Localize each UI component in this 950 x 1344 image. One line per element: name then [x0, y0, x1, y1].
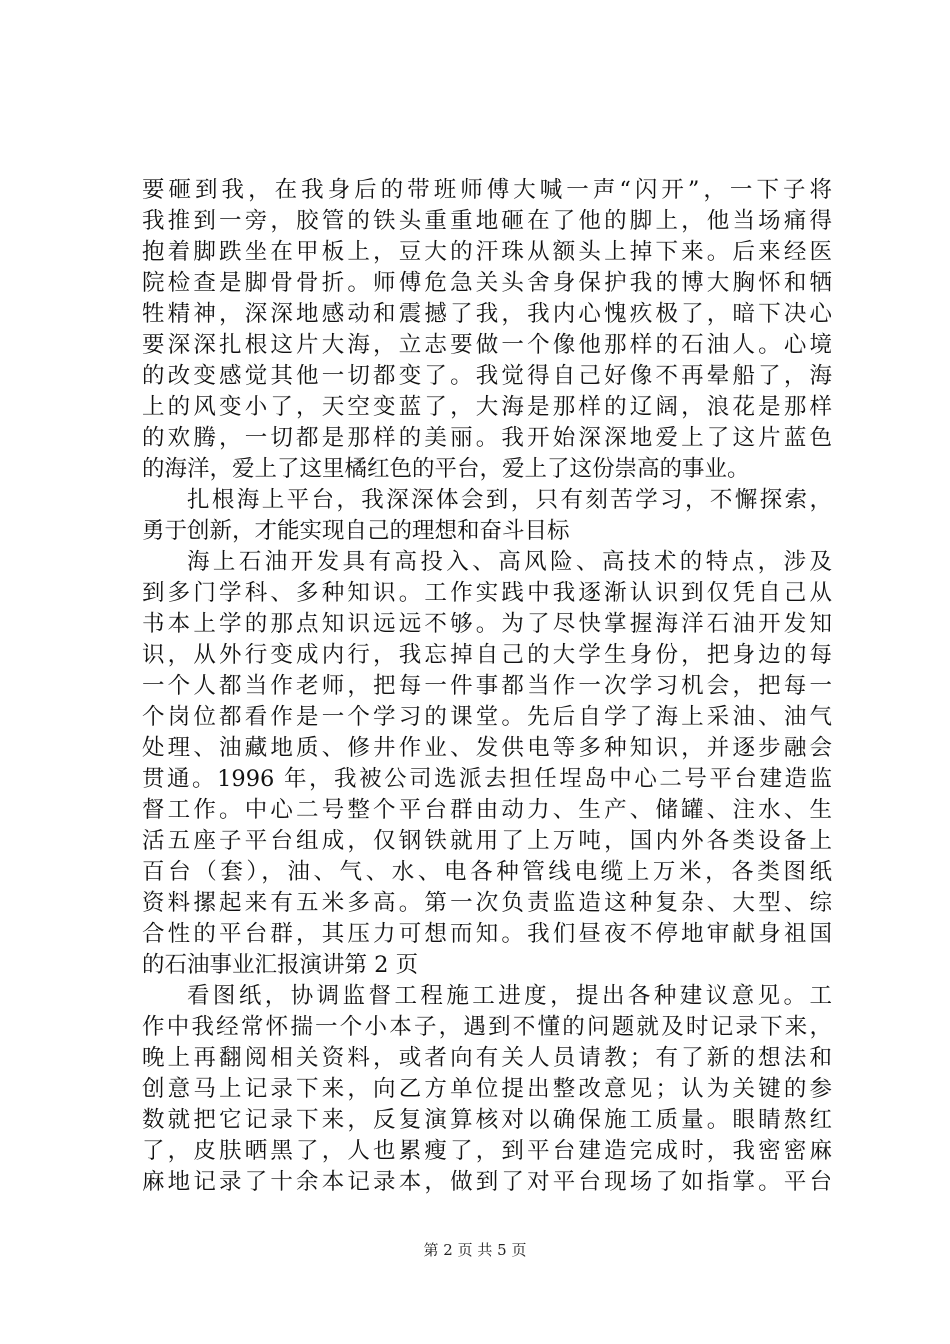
text-line: 上的风变小了，天空变蓝了，大海是那样的辽阔，浪花是那样 — [142, 394, 832, 420]
text-line: 了，皮肤晒黑了，人也累瘦了，到平台建造完成时，我密密麻 — [142, 1138, 832, 1164]
text-line: 作中我经常怀揣一个小本子，遇到不懂的问题就及时记录下来， — [142, 1014, 832, 1040]
text-line: 的海洋，爱上了这里橘红色的平台，爱上了这份崇高的事业。 — [142, 456, 750, 482]
text-line: 勇于创新，才能实现自己的理想和奋斗目标 — [142, 518, 570, 544]
text-line: 创意马上记录下来，向乙方单位提出整改意见；认为关键的参 — [142, 1076, 832, 1102]
text-line: 书本上学的那点知识远远不够。为了尽快掌握海洋石油开发知 — [142, 611, 832, 637]
text-line: 海上石油开发具有高投入、高风险、高技术的特点，涉及 — [187, 549, 832, 575]
text-line: 院检查是脚骨骨折。师傅危急关头舍身保护我的博大胸怀和牺 — [142, 270, 832, 296]
text-line: 晚上再翻阅相关资料，或者向有关人员请教；有了新的想法和 — [142, 1045, 832, 1071]
text-line: 到多门学科、多种知识。工作实践中我逐渐认识到仅凭自己从 — [142, 580, 832, 606]
text-line: 百台（套），油、气、水、电各种管线电缆上万米，各类图纸 — [142, 859, 832, 885]
text-line: 的改变感觉其他一切都变了。我觉得自己好像不再晕船了，海 — [142, 363, 832, 389]
text-line: 麻地记录了十余本记录本，做到了对平台现场了如指掌。平台 — [142, 1169, 832, 1195]
text-line: 看图纸，协调监督工程施工进度，提出各种建议意见。工 — [187, 983, 832, 1009]
text-line: 个岗位都看作是一个学习的课堂。先后自学了海上采油、油气 — [142, 704, 832, 730]
text-line: 识，从外行变成内行，我忘掉自己的大学生身份，把身边的每 — [142, 642, 832, 668]
text-line: 扎根海上平台，我深深体会到，只有刻苦学习，不懈探索， — [187, 487, 832, 513]
text-line: 牲精神，深深地感动和震撼了我，我内心愧疚极了，暗下决心 — [142, 301, 832, 327]
text-line: 抱着脚跌坐在甲板上，豆大的汗珠从额头上掉下来。后来经医 — [142, 239, 832, 265]
text-line: 贯通。1996 年，我被公司选派去担任埕岛中心二号平台建造监 — [142, 766, 832, 792]
text-line: 合性的平台群，其压力可想而知。我们昼夜不停地审献身祖国 — [142, 921, 832, 947]
text-line: 活五座子平台组成，仅钢铁就用了上万吨，国内外各类设备上 — [142, 828, 832, 854]
text-line: 的石油事业汇报演讲第 2 页 — [142, 952, 419, 978]
text-line: 数就把它记录下来，反复演算核对以确保施工质量。眼睛熬红 — [142, 1107, 832, 1133]
text-line: 要深深扎根这片大海，立志要做一个像他那样的石油人。心境 — [142, 332, 832, 358]
text-line: 一个人都当作老师，把每一件事都当作一次学习机会，把每一 — [142, 673, 832, 699]
text-line: 处理、油藏地质、修井作业、发供电等多种知识，并逐步融会 — [142, 735, 832, 761]
text-line: 的欢腾，一切都是那样的美丽。我开始深深地爱上了这片蓝色 — [142, 425, 832, 451]
body-text — [142, 175, 832, 1198]
text-line: 督工作。中心二号整个平台群由动力、生产、储罐、注水、生 — [142, 797, 832, 823]
text-line: 资料摞起来有五米多高。第一次负责监造这种复杂、大型、综 — [142, 890, 832, 916]
text-line: 我推到一旁，胶管的铁头重重地砸在了他的脚上，他当场痛得 — [142, 208, 832, 234]
page-footer: 第 2 页 共 5 页 — [423, 1241, 527, 1259]
text-line: 要砸到我，在我身后的带班师傅大喊一声“闪开”，一下子将 — [142, 177, 832, 203]
